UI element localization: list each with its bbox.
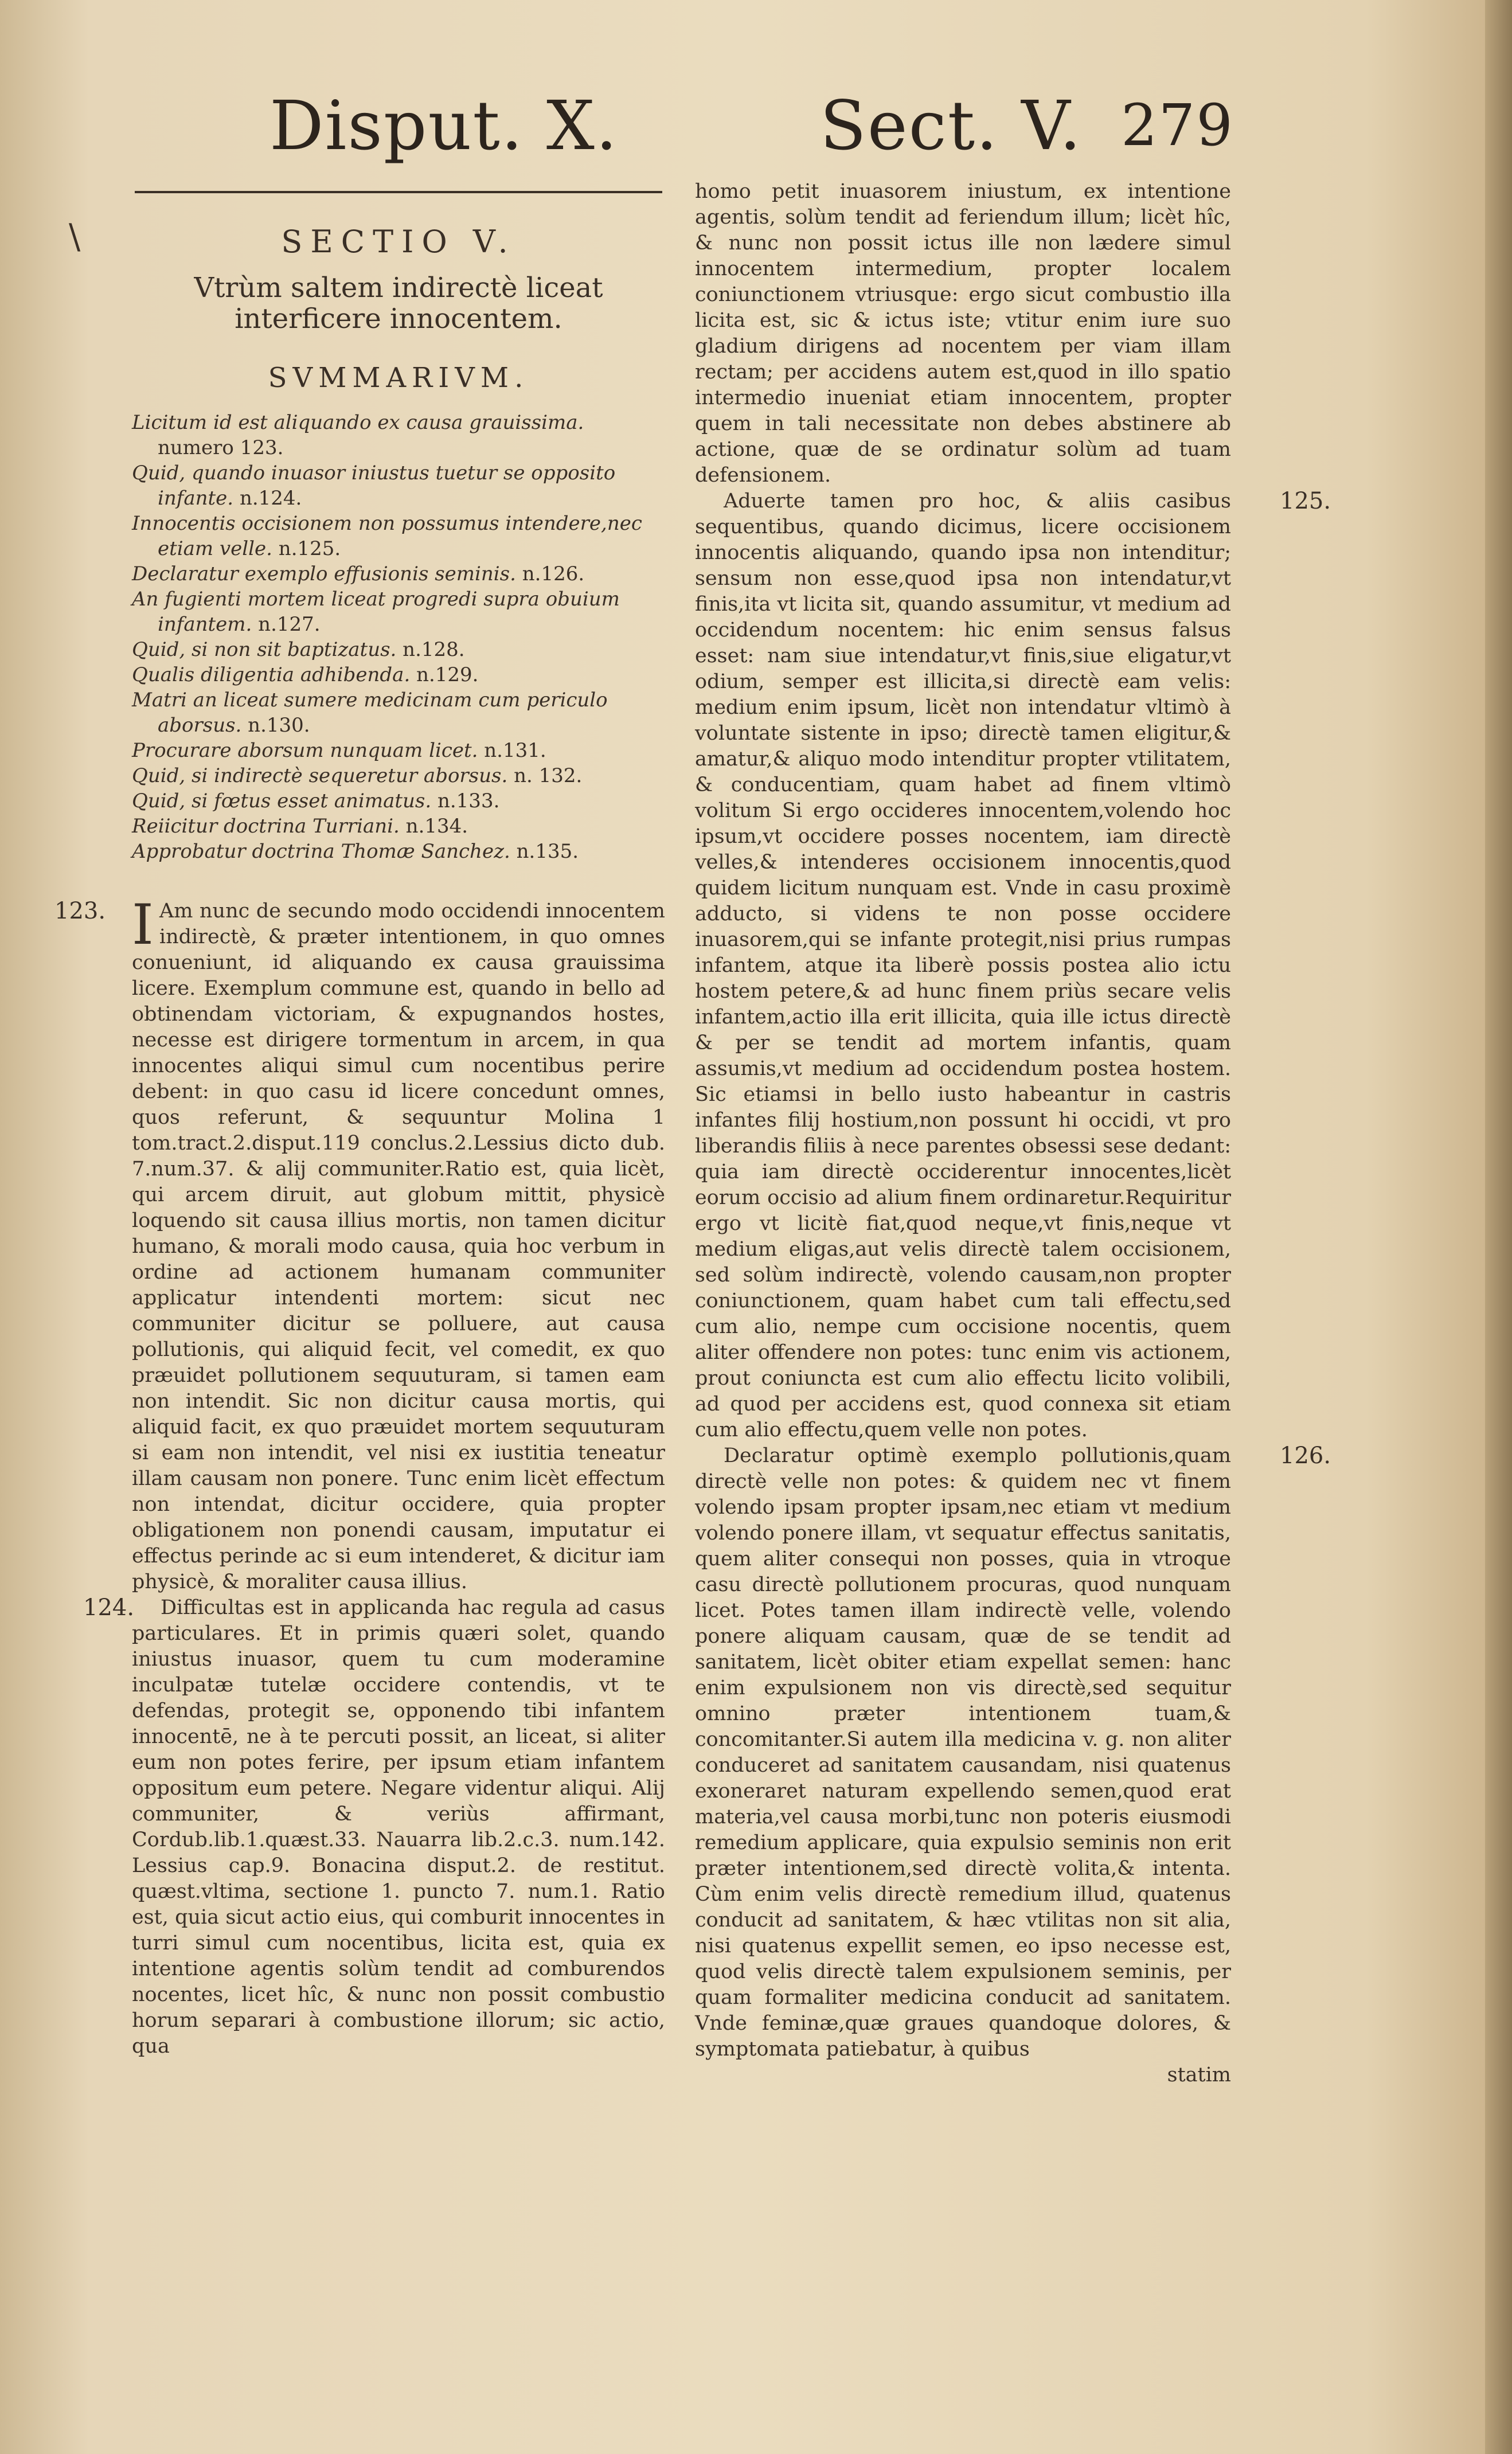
- left-column: [54, 218, 665, 2060]
- drop-capital: I: [132, 893, 154, 957]
- summary-ref: n.130.: [248, 714, 310, 737]
- summary-text: Procurare aborsum nunquam licet.: [132, 739, 478, 762]
- running-header: [0, 86, 1485, 178]
- summary-ref: numero 123.: [158, 436, 284, 459]
- summary-item: [132, 637, 665, 662]
- paragraph-text: Aduerte tamen pro hoc, & aliis casibus sequentibus, quando dicimus, licere occisionem innocentis aliquando, quando ipsa non intenditur; sensum non esse,quod ipsa non intendatur,vt finis,ita vt licita sit, quando assumitur, vt medium ad occidendum nocentem: hic enim sensus falsus esset: nam siue intendatur,vt finis,siue eligatur,vt odium, semper est illicita,si directè eam velis: medium enim ipsum, licèt non intendatur vltimò à voluntate sistente in ipso; directè tamen eligitur,& amatur,& aliquo modo intenditur propter vtilitatem, & conducentiam, quam habet ad finem vltimò volitum Si ergo occideres innocentem,volendo hoc ipsum,vt occidere posses nocentem, iam directè velles,& intenderes occisionem innocentis,quod quidem licitum nunquam est. Vnde in casu proximè adducto, si videns te non posse occidere inuasorem,qui se infante protegit,nisi prius rumpas infantem, atque ita liberè possis postea alio ictu hostem petere,& ad hunc finem priùs secare velis infantem,actio illa erit illicita, quia ille ictus directè & per se tendit ad mortem infantis, quam assumis,vt medium ad occidendum postea hostem. Sic etiamsi in bello iusto habeantur in castris infantes filij hostium,non possunt hi occidi, vt pro liberandis filiis à nece parentes obsessi sese dedant: quia iam directè occiderentur innocentes,licèt eorum occisio ad alium finem ordinaretur.Requiritur ergo vt licitè fiat,quod neque,vt finis,neque vt medium eligas,aut velis directè talem occisionem, sed solùm indirectè, volendo causam,non propter coniunctionem, quam habet cum tali effectu,sed cum alio, nempe cum occisione nocentis, quem aliter offendere non potes: tunc enim vis actionem, prout coniuncta est cum alio effectu licito volibili, ad quod per accidens est, quod connexa sit etiam cum alio effectu,quem velle non potes.: [695, 490, 1231, 1441]
- summary-text: Approbatur doctrina Thomæ Sanchez.: [132, 840, 510, 863]
- header-rule: [135, 191, 662, 193]
- summary-list: [132, 410, 665, 864]
- body-paragraph: [83, 1595, 665, 2060]
- summary-text: Quid, quando inuasor iniustus tuetur se opposito infante.: [132, 462, 616, 510]
- margin-number: 124.: [83, 1595, 135, 1621]
- summary-item: [132, 561, 665, 587]
- summary-text: Innocentis occisionem non possumus intendere,nec etiam velle.: [132, 512, 642, 560]
- body-paragraph: [695, 1443, 1331, 2062]
- margin-number: 125.: [1280, 488, 1331, 514]
- summary-item: [132, 511, 665, 561]
- summary-text: Licitum id est aliquando ex causa grauissima.: [132, 411, 584, 434]
- header-disputation: Disput. X.: [269, 86, 619, 165]
- page-edge: [1485, 0, 1512, 2454]
- summary-item: [132, 662, 665, 687]
- summary-text: Quid, si indirectè sequeretur aborsus.: [132, 764, 508, 787]
- summary-item: [132, 738, 665, 763]
- summary-ref: n.131.: [484, 739, 546, 762]
- margin-mark: \: [69, 217, 81, 257]
- catchword: statim: [1167, 2064, 1231, 2086]
- summary-text: Reiicitur doctrina Turriani.: [132, 815, 400, 838]
- summary-item: [132, 814, 665, 839]
- summary-heading: SVMMARIVM.: [268, 362, 529, 394]
- margin-number: 123.: [54, 898, 106, 924]
- right-paragraphs: [695, 179, 1331, 2062]
- summary-ref: n.126.: [522, 562, 585, 585]
- summary-text: Matri an liceat sumere medicinam cum periculo aborsus.: [132, 689, 608, 737]
- body-paragraph: [695, 179, 1231, 489]
- summary-item: [132, 763, 665, 788]
- summary-item: [132, 839, 665, 864]
- summary-ref: n.135.: [516, 840, 579, 863]
- section-title: SECTIO V.: [281, 224, 516, 260]
- left-paragraphs: [54, 893, 665, 2060]
- right-column: [695, 179, 1331, 2088]
- margin-number: 126.: [1280, 1443, 1331, 1469]
- summary-ref: n.124.: [239, 487, 302, 510]
- paragraph-text: Am nunc de secundo modo occidendi innocentem indirectè, & præter intentionem, in quo omnes conueniunt, id aliquando ex causa grauissima licere. Exemplum commune est, quando in bello ad obtinendam victoriam, & expugnandos hostes, necesse est dirigere tormentum in arcem, in qua innocentes aliqui simul cum nocentibus perire debent: in quo casu id licere concedunt omnes, quos referunt, & sequuntur Molina 1 tom.tract.2.disput.119 conclus.2.Lessius dicto dub. 7.num.37. & alij communiter.Ratio est, quia licèt, qui arcem diruit, aut globum mittit, physicè loquendo sit causa illius mortis, non tamen dicitur humano, & morali modo causa, quia hoc verbum in ordine ad actionem humanam communiter applicatur intendenti mortem: sicut nec communiter dicitur se polluere, aut causa pollutionis, qui aliquid fecit, vel comedit, ex quo præuidet pollutionem sequuturam, si tamen eam non intendit. Sic non dicitur causa mortis, qui aliquid facit, ex quo præuidet mortem sequuturam si eam non intendit, vel nisi ex iustitia teneatur illam causam non ponere. Tunc enim licèt effectum non intendat, dicitur occidere, quia propter obligationem non ponendi causam, imputatur ei effectus perinde ac si eum intenderet, & dicitur iam physicè, & moraliter causa illius.: [132, 900, 665, 1593]
- summary-ref: n.125.: [278, 537, 341, 560]
- summary-text: Quid, si non sit baptizatus.: [132, 638, 397, 661]
- summary-ref: n.128.: [403, 638, 465, 661]
- section-question: Vtrùm saltem indirectè liceat interficere innocentem.: [194, 272, 603, 335]
- page-number: 279: [1121, 92, 1234, 159]
- summary-item: [132, 587, 665, 637]
- summary-text: Declaratur exemplo effusionis seminis.: [132, 562, 516, 585]
- summary-ref: n.127.: [258, 613, 321, 636]
- summary-ref: n.133.: [437, 790, 500, 812]
- summary-ref: n.134.: [405, 815, 468, 838]
- header-section: Sect. V.: [820, 86, 1083, 165]
- body-paragraph: [695, 488, 1331, 1443]
- summary-text: Qualis diligentia adhibenda.: [132, 663, 411, 686]
- paragraph-text: Declaratur optimè exemplo pollutionis,quam directè velle non potes: & quidem nec vt finem volendo ipsam propter ipsam,nec etiam vt medium volendo ponere illam, vt sequatur effectus sanitatis, quem aliter consequi non posses, quia in vtroque casu directè pollutionem procuras, quod nunquam licet. Potes tamen illam indirectè velle, volendo ponere aliquam causam, quæ de se tendit ad sanitatem, licèt obiter etiam expellat semen: hanc enim expulsionem non vis directè,sed sequitur omnino præter intentionem tuam,& concomitanter.Si autem illa medicina v. g. non aliter conduceret ad sanitatem causandam, nisi quatenus exoneraret naturam expellendo semen,quod erat materia,vel causa morbi,tunc non poteris eiusmodi remedium applicare, quia expulsio seminis non erit præter intentionem,sed directè volita,& intenta. Cùm enim velis directè remedium illud, quatenus conducit ad sanitatem, & hæc vtilitas non sit alia, nisi quatenus expellit semen, eo ipso necesse est, quod velis directè talem expulsionem seminis, per quam formaliter medicina conducit ad sanitatem. Vnde feminæ,quæ graues quandoque dolores, & symptomata patiebatur, à quibus: [695, 1444, 1231, 2061]
- summary-item: [132, 687, 665, 738]
- summary-item: [132, 460, 665, 511]
- summary-text: Quid, si fœtus esset animatus.: [132, 790, 432, 812]
- paragraph-text: Difficultas est in applicanda hac regula ad casus particulares. Et in primis quæri solet, quando iniustus inuasor, quem tu cum moderamine inculpatæ tutelæ occidere contendis, vt te defendas, protegit se, opponendo tibi infantem innocentē, ne à te percuti possit, an liceat, si aliter eum non potes ferire, per ipsum etiam infantem oppositum eum petere. Negare videntur aliqui. Alij communiter, & veriùs affirmant, Cordub.lib.1.quæst.33. Nauarra lib.2.c.3. num.142. Lessius cap.9. Bonacina disput.2. de restitut. quæst.vltima, sectione 1. puncto 7. num.1. Ratio est, quia sicut actio eius, qui comburit innocentes in turri simul cum nocentibus, licita est, quia ex intentione agentis solùm tendit ad comburendos nocentes, licet hîc, & nunc non possit combustio horum separari à combustione illorum; sic actio, qua: [132, 1596, 665, 2058]
- summary-ref: n. 132.: [514, 764, 583, 787]
- summary-ref: n.129.: [416, 663, 479, 686]
- summary-text: An fugienti mortem liceat progredi supra obuium infantem.: [132, 588, 620, 636]
- summary-item: [132, 788, 665, 814]
- summary-item: [132, 410, 665, 460]
- body-paragraph: [54, 893, 665, 1595]
- paragraph-text: homo petit inuasorem iniustum, ex intentione agentis, solùm tendit ad feriendum illum; licèt hîc, & nunc non possit ictus ille non lædere simul innocentem intermedium, propter localem coniunctionem vtriusque: ergo sicut combustio illa licita est, sic & ictus iste; vtitur enim iure suo gladium dirigens ad nocentem per viam illam rectam; per accidens autem est,quod in illo spatio intermedio inueniat etiam innocentem, propter quem in tali necessitate non debes abstinere ab actione, quæ de se ordinatur solùm ad tuam defensionem.: [695, 180, 1231, 487]
